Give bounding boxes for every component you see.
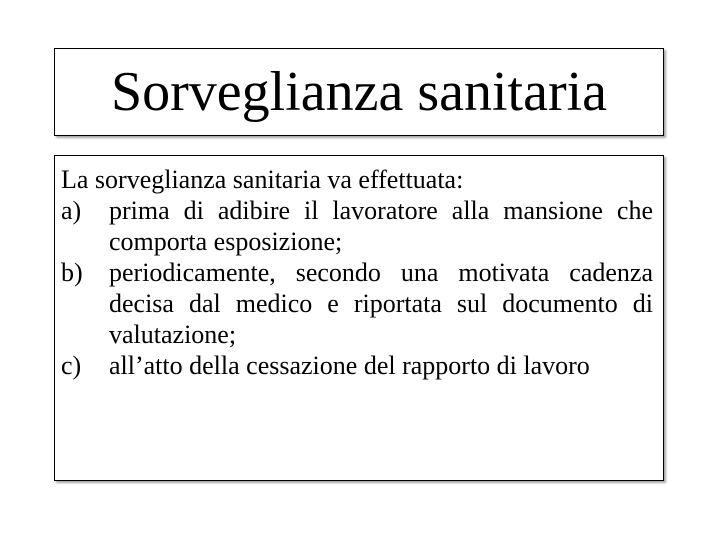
list-item [61,257,653,350]
content-box [54,155,664,481]
intro-text: La sorveglianza sanitaria va effettuata: [61,165,464,194]
slide-title: Sorveglianza sanitaria [110,61,607,123]
item-list [61,195,653,381]
title-box [54,48,664,136]
item-text: all’atto della cessazione del rapporto di lavoro [109,351,590,380]
item-marker: c) [61,351,82,380]
item-text: periodicamente, secondo una motivata cadenza decisa dal medico e riportata sul documento di valutazione; [109,258,653,349]
item-text: prima di adibire il lavoratore alla mansione che comporta esposizione; [109,196,653,256]
list-item [61,195,653,257]
list-item [61,350,653,381]
item-marker: b) [61,258,83,287]
item-marker: a) [61,196,82,225]
